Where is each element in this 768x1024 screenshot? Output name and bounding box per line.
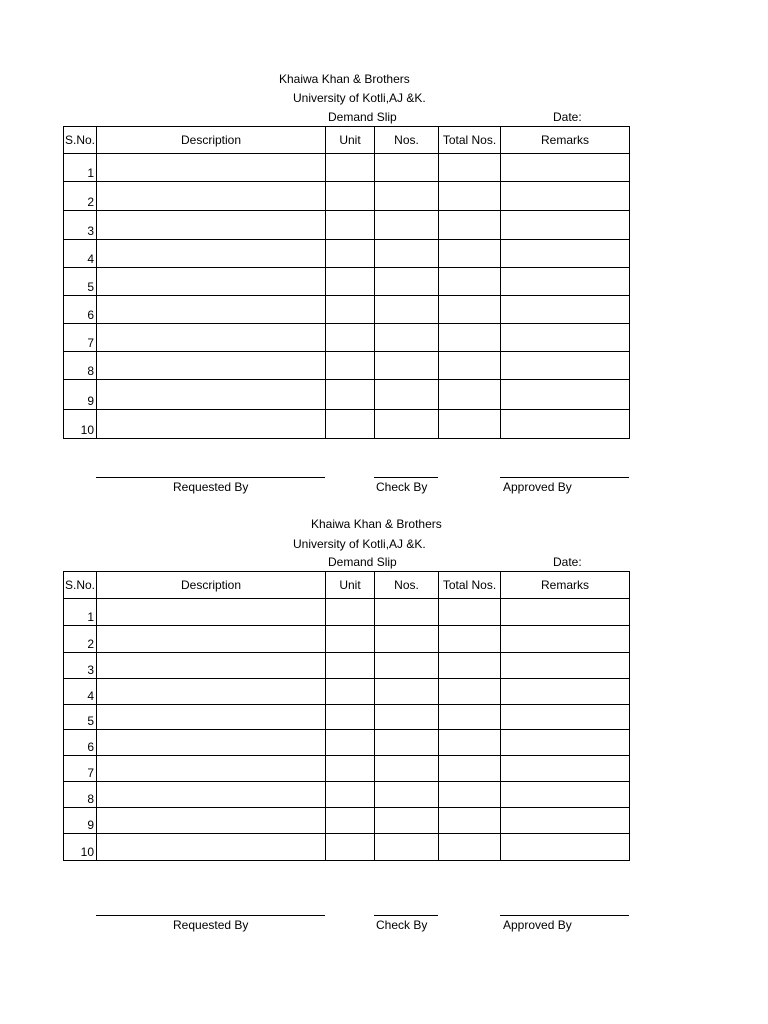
column-header-remarks: Remarks <box>501 572 630 599</box>
row-number: 2 <box>64 182 97 211</box>
column-header-unit: Unit <box>326 572 375 599</box>
nos-cell[interactable] <box>375 211 439 240</box>
university-name: University of Kotli,AJ &K. <box>293 91 426 105</box>
total-nos-cell[interactable] <box>439 599 501 626</box>
requested-by-label: Requested By <box>173 918 249 932</box>
table-row <box>64 782 630 808</box>
row-number: 6 <box>64 730 97 756</box>
table-row <box>64 679 630 705</box>
row-number: 10 <box>64 410 97 439</box>
remarks-cell[interactable] <box>501 834 630 861</box>
nos-cell[interactable] <box>375 653 439 679</box>
unit-cell[interactable] <box>326 352 375 380</box>
remarks-cell[interactable] <box>501 705 630 730</box>
unit-cell[interactable] <box>326 808 375 834</box>
description-cell[interactable] <box>97 410 326 439</box>
table-row <box>64 182 630 211</box>
total-nos-cell[interactable] <box>439 211 501 240</box>
table-row <box>64 599 630 626</box>
form-title: Demand Slip <box>328 555 397 569</box>
nos-cell[interactable] <box>375 599 439 626</box>
total-nos-cell[interactable] <box>439 705 501 730</box>
table-row <box>64 756 630 782</box>
total-nos-cell[interactable] <box>439 626 501 653</box>
unit-cell[interactable] <box>326 626 375 653</box>
table-header-row <box>64 127 630 154</box>
description-cell[interactable] <box>97 808 326 834</box>
column-header-unit: Unit <box>326 127 375 154</box>
nos-cell[interactable] <box>375 705 439 730</box>
row-number: 9 <box>64 380 97 410</box>
remarks-cell[interactable] <box>501 211 630 240</box>
table-header-row <box>64 572 630 599</box>
remarks-cell[interactable] <box>501 679 630 705</box>
description-cell[interactable] <box>97 211 326 240</box>
column-header-description: Description <box>97 127 326 154</box>
description-cell[interactable] <box>97 626 326 653</box>
table-row <box>64 834 630 861</box>
table-row <box>64 410 630 439</box>
remarks-cell[interactable] <box>501 730 630 756</box>
table-row <box>64 653 630 679</box>
table-row <box>64 626 630 653</box>
table-row <box>64 296 630 324</box>
description-cell[interactable] <box>97 380 326 410</box>
total-nos-cell[interactable] <box>439 296 501 324</box>
remarks-cell[interactable] <box>501 154 630 182</box>
table-row <box>64 240 630 268</box>
table-row <box>64 268 630 296</box>
column-header-remarks: Remarks <box>501 127 630 154</box>
nos-cell[interactable] <box>375 154 439 182</box>
description-cell[interactable] <box>97 599 326 626</box>
check-by-label: Check By <box>376 480 428 494</box>
row-number: 6 <box>64 296 97 324</box>
total-nos-cell[interactable] <box>439 679 501 705</box>
unit-cell[interactable] <box>326 599 375 626</box>
row-number: 5 <box>64 268 97 296</box>
row-number: 2 <box>64 626 97 653</box>
column-header-sno: S.No. <box>64 127 97 154</box>
remarks-cell[interactable] <box>501 380 630 410</box>
row-number: 7 <box>64 324 97 352</box>
unit-cell[interactable] <box>326 211 375 240</box>
remarks-cell[interactable] <box>501 182 630 211</box>
nos-cell[interactable] <box>375 730 439 756</box>
row-number: 10 <box>64 834 97 861</box>
requested-by-signature-line <box>96 477 325 478</box>
check-by-label: Check By <box>376 918 428 932</box>
nos-cell[interactable] <box>375 808 439 834</box>
description-cell[interactable] <box>97 705 326 730</box>
description-cell[interactable] <box>97 324 326 352</box>
nos-cell[interactable] <box>375 380 439 410</box>
remarks-cell[interactable] <box>501 599 630 626</box>
row-number: 7 <box>64 756 97 782</box>
description-cell[interactable] <box>97 268 326 296</box>
table-row <box>64 352 630 380</box>
remarks-cell[interactable] <box>501 653 630 679</box>
total-nos-cell[interactable] <box>439 730 501 756</box>
company-name: Khaiwa Khan & Brothers <box>311 517 442 531</box>
nos-cell[interactable] <box>375 352 439 380</box>
nos-cell[interactable] <box>375 268 439 296</box>
total-nos-cell[interactable] <box>439 324 501 352</box>
remarks-cell[interactable] <box>501 808 630 834</box>
unit-cell[interactable] <box>326 182 375 211</box>
total-nos-cell[interactable] <box>439 154 501 182</box>
nos-cell[interactable] <box>375 834 439 861</box>
total-nos-cell[interactable] <box>439 756 501 782</box>
row-number: 8 <box>64 352 97 380</box>
description-cell[interactable] <box>97 154 326 182</box>
table-row <box>64 808 630 834</box>
column-header-total-nos: Total Nos. <box>439 127 501 154</box>
unit-cell[interactable] <box>326 240 375 268</box>
description-cell[interactable] <box>97 782 326 808</box>
row-number: 4 <box>64 240 97 268</box>
description-cell[interactable] <box>97 834 326 861</box>
unit-cell[interactable] <box>326 380 375 410</box>
total-nos-cell[interactable] <box>439 380 501 410</box>
unit-cell[interactable] <box>326 324 375 352</box>
university-name: University of Kotli,AJ &K. <box>293 537 426 551</box>
row-number: 9 <box>64 808 97 834</box>
description-cell[interactable] <box>97 352 326 380</box>
description-cell[interactable] <box>97 296 326 324</box>
unit-cell[interactable] <box>326 782 375 808</box>
nos-cell[interactable] <box>375 679 439 705</box>
date-label: Date: <box>553 110 582 124</box>
description-cell[interactable] <box>97 182 326 211</box>
column-header-sno: S.No. <box>64 572 97 599</box>
description-cell[interactable] <box>97 240 326 268</box>
unit-cell[interactable] <box>326 679 375 705</box>
row-number: 8 <box>64 782 97 808</box>
nos-cell[interactable] <box>375 182 439 211</box>
remarks-cell[interactable] <box>501 626 630 653</box>
column-header-total-nos: Total Nos. <box>439 572 501 599</box>
row-number: 5 <box>64 705 97 730</box>
total-nos-cell[interactable] <box>439 834 501 861</box>
description-cell[interactable] <box>97 653 326 679</box>
nos-cell[interactable] <box>375 240 439 268</box>
date-label: Date: <box>553 555 582 569</box>
unit-cell[interactable] <box>326 730 375 756</box>
total-nos-cell[interactable] <box>439 653 501 679</box>
nos-cell[interactable] <box>375 782 439 808</box>
remarks-cell[interactable] <box>501 240 630 268</box>
total-nos-cell[interactable] <box>439 268 501 296</box>
approved-by-label: Approved By <box>503 918 572 932</box>
nos-cell[interactable] <box>375 626 439 653</box>
unit-cell[interactable] <box>326 410 375 439</box>
total-nos-cell[interactable] <box>439 240 501 268</box>
unit-cell[interactable] <box>326 705 375 730</box>
table-row <box>64 154 630 182</box>
total-nos-cell[interactable] <box>439 352 501 380</box>
row-number: 1 <box>64 599 97 626</box>
column-header-nos: Nos. <box>375 127 439 154</box>
column-header-description: Description <box>97 572 326 599</box>
unit-cell[interactable] <box>326 268 375 296</box>
table-row <box>64 324 630 352</box>
nos-cell[interactable] <box>375 756 439 782</box>
unit-cell[interactable] <box>326 296 375 324</box>
table-row <box>64 211 630 240</box>
demand-table <box>63 126 630 439</box>
remarks-cell[interactable] <box>501 296 630 324</box>
table-row <box>64 730 630 756</box>
requested-by-label: Requested By <box>173 480 249 494</box>
row-number: 3 <box>64 211 97 240</box>
total-nos-cell[interactable] <box>439 782 501 808</box>
row-number: 1 <box>64 154 97 182</box>
nos-cell[interactable] <box>375 410 439 439</box>
remarks-cell[interactable] <box>501 268 630 296</box>
company-name: Khaiwa Khan & Brothers <box>279 72 410 86</box>
nos-cell[interactable] <box>375 296 439 324</box>
unit-cell[interactable] <box>326 154 375 182</box>
nos-cell[interactable] <box>375 324 439 352</box>
column-header-nos: Nos. <box>375 572 439 599</box>
table-row <box>64 705 630 730</box>
row-number: 3 <box>64 653 97 679</box>
remarks-cell[interactable] <box>501 410 630 439</box>
total-nos-cell[interactable] <box>439 808 501 834</box>
form-title: Demand Slip <box>328 110 397 124</box>
row-number: 4 <box>64 679 97 705</box>
approved-by-signature-line <box>500 477 629 478</box>
table-row <box>64 380 630 410</box>
remarks-cell[interactable] <box>501 782 630 808</box>
requested-by-signature-line <box>96 915 325 916</box>
unit-cell[interactable] <box>326 653 375 679</box>
demand-table <box>63 571 630 861</box>
description-cell[interactable] <box>97 730 326 756</box>
approved-by-label: Approved By <box>503 480 572 494</box>
check-by-signature-line <box>374 915 438 916</box>
remarks-cell[interactable] <box>501 352 630 380</box>
description-cell[interactable] <box>97 756 326 782</box>
check-by-signature-line <box>374 477 438 478</box>
approved-by-signature-line <box>500 915 629 916</box>
remarks-cell[interactable] <box>501 756 630 782</box>
unit-cell[interactable] <box>326 756 375 782</box>
unit-cell[interactable] <box>326 834 375 861</box>
remarks-cell[interactable] <box>501 324 630 352</box>
total-nos-cell[interactable] <box>439 182 501 211</box>
description-cell[interactable] <box>97 679 326 705</box>
total-nos-cell[interactable] <box>439 410 501 439</box>
